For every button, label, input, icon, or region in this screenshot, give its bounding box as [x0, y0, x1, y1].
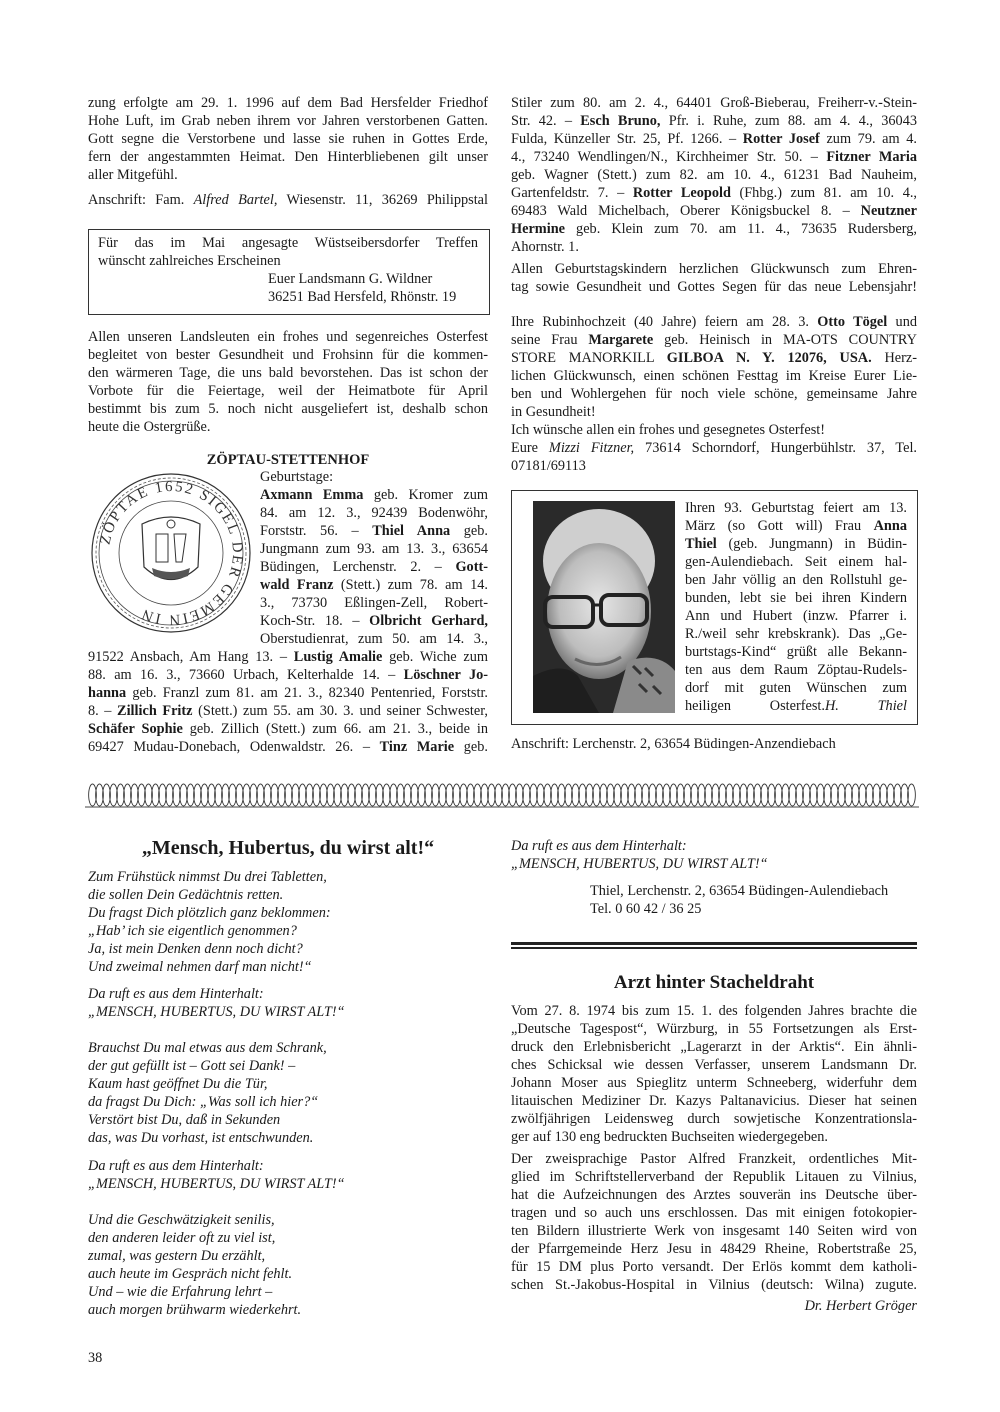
loop-ornament	[572, 784, 580, 806]
bold-name: Lustig Amalie	[293, 649, 383, 665]
text-line: 07181/69113	[511, 458, 586, 474]
text-line: Ja, ist mein Denken denn noch dicht?	[88, 941, 303, 957]
italic-text: Mizzi Fitzner,	[548, 440, 635, 456]
text-line: hat die Aufzeichnungen des Arztes souverän ins Deutsche über-	[511, 1187, 917, 1203]
text-line: schen St.-Jakobus-Hospital in Vilnius (deutsch: Wilna) zugute.	[511, 1277, 917, 1293]
loop-ornament	[901, 784, 909, 806]
article-paragraph-1	[511, 1002, 917, 1146]
text-line: 84. am 12. 3., 92439 Bodenwöhr,	[260, 505, 488, 521]
text-line: burtstags-Kind“ grüßt alle Bekann-	[685, 644, 907, 660]
text-line: zwölfjährigen Leidensweg durch sowjetische Konzentrationsla-	[511, 1111, 917, 1127]
seal-lettering: ZÖPTAE 1652 SIGEL DER GEMEIN IN	[97, 478, 246, 628]
loop-ornament	[502, 784, 510, 806]
text-line: zung erfolgte am 29. 1. 1996 auf dem Bad Hersfelder Friedhof	[88, 95, 488, 111]
loop-ornament	[670, 784, 678, 806]
text-line: wünscht zahlreiches Erscheinen	[98, 253, 281, 269]
text-line: Schäfer Sophie geb. Zillich (Stett.) zum 66. am 21. 3., beide in	[88, 721, 488, 737]
text-line: Und die Geschwätzigkeit senilis,	[88, 1212, 275, 1228]
loop-ornament	[845, 784, 853, 806]
loop-ornament	[796, 784, 804, 806]
loop-ornament	[159, 784, 167, 806]
loop-ornament	[152, 784, 160, 806]
text-line: R./weil sehr krebskrank). Das „Ge-	[685, 626, 907, 642]
text-line: 8. – Zillich Fritz (Stett.) zum 55. am 30. 3. und seiner Schwester,	[88, 703, 488, 719]
photo-address	[511, 735, 917, 753]
loop-ornament	[593, 784, 601, 806]
loop-ornament	[887, 784, 895, 806]
loop-ornament	[656, 784, 664, 806]
text-line: glied im Schriftstellerverband der Republik Litauen zu Vilnius,	[511, 1169, 917, 1185]
loop-ornament	[306, 784, 314, 806]
loop-ornament	[866, 784, 874, 806]
text-line: Johann Moser aus Spieglitz unterm Schneeberg, widerfuhr dem	[511, 1075, 917, 1091]
bold-name: Hermine	[511, 221, 565, 237]
loop-ornament	[691, 784, 699, 806]
bold-name: Olbricht Gerhard,	[369, 613, 488, 629]
loop-ornament	[201, 784, 209, 806]
loop-ornament	[236, 784, 244, 806]
text-line: den wärmeren Tage, die uns bald bevorstehen. Das ist schon der	[88, 365, 488, 381]
loop-ornament	[481, 784, 489, 806]
bold-name: Tinz Marie	[379, 739, 455, 755]
text-line: Gott segne die Verstorbene und lasse sie ruhen in Gottes Erde,	[88, 131, 488, 147]
text-line: der Pfarrgemeinde Herz Jesu in 48429 Rheine, Robertstraße 25,	[511, 1241, 917, 1257]
text-line: Ihren 93. Geburtstag feiert am 13.	[685, 500, 907, 516]
loop-ornament	[530, 784, 538, 806]
text-line: Ann und Hubert (inzw. Pfarrer i.	[685, 608, 907, 624]
easter-wish	[511, 421, 917, 439]
bold-name: Axmann Emma	[260, 487, 364, 503]
loop-ornament	[257, 784, 265, 806]
text-line: zumal, was gestern Du erzählt,	[88, 1248, 266, 1264]
loop-ornament	[110, 784, 118, 806]
bold-name: Thiel	[685, 536, 717, 552]
loop-ornament	[341, 784, 349, 806]
loop-ornament	[628, 784, 636, 806]
text-line: Du fragst Dich plötzlich ganz beklommen:	[88, 905, 331, 921]
loop-ornament	[607, 784, 615, 806]
loop-ornament	[187, 784, 195, 806]
text-line: Stiler zum 80. am 2. 4., 64401 Groß-Bieberau, Freiherr-v.-Stein-	[511, 95, 917, 111]
birthday-list	[88, 648, 488, 756]
poem-refrain-2	[88, 1157, 488, 1193]
text-line: 4., 73240 Wendlingen/N., Kirchheimer Str. 50. – Fitzner Maria	[511, 149, 917, 165]
text-line: Forststr. 56. – Thiel Anna geb.	[260, 523, 488, 539]
bold-name: Otto Tögel	[817, 314, 888, 330]
loop-ornament	[880, 784, 888, 806]
loop-ornament	[698, 784, 706, 806]
loop-ornament	[96, 784, 104, 806]
text-line: Ihre Rubinhochzeit (40 Jahre) feiern am 28. 3. Otto Tögel und	[511, 314, 917, 330]
page-number: 38	[88, 1350, 103, 1366]
text-line: Thiel, Lerchenstr. 2, 63654 Büdingen-Aulendiebach	[590, 883, 889, 899]
text-line: tragen und so auch uns erschlossen. Das mit einigen fotokopier-	[511, 1205, 917, 1221]
loop-ornament	[544, 784, 552, 806]
ruby-wedding-paragraph	[511, 313, 917, 421]
text-line: „Hab’ ich sie eigentlich genommen?	[88, 923, 297, 939]
text-line: wald Franz (Stett.) zum 78. am 14.	[260, 577, 488, 593]
text-line: 3., 73730 Eßlingen-Zell, Robert-	[260, 595, 488, 611]
loop-ornament	[908, 784, 916, 806]
loop-ornament	[145, 784, 153, 806]
loop-ornament	[222, 784, 230, 806]
text-line: 91522 Ansbach, Am Hang 13. – Lustig Amalie geb. Wiche zum	[88, 649, 488, 665]
loop-ornament	[684, 784, 692, 806]
text-line: auch morgen brühwarm wiederkehrt.	[88, 1302, 302, 1318]
bold-name: Löschner Jo-	[403, 667, 488, 683]
loop-ornament	[789, 784, 797, 806]
loop-ornament	[397, 784, 405, 806]
loop-ornament	[677, 784, 685, 806]
notice-box	[88, 229, 490, 315]
loop-ornament	[299, 784, 307, 806]
loop-ornament	[516, 784, 524, 806]
loop-ornament	[565, 784, 573, 806]
loop-ornament	[376, 784, 384, 806]
bold-name: GILBOA N. Y. 12076, USA.	[666, 350, 872, 366]
loop-ornament	[726, 784, 734, 806]
poem-refrain-3	[511, 837, 917, 873]
notice-signature	[268, 270, 483, 306]
loop-ornament	[586, 784, 594, 806]
loop-ornament	[194, 784, 202, 806]
loop-ornament	[327, 784, 335, 806]
loop-ornament	[600, 784, 608, 806]
loop-ornament	[173, 784, 181, 806]
bold-name: Gott-	[455, 559, 488, 575]
loop-ornament	[824, 784, 832, 806]
loop-ornament	[733, 784, 741, 806]
text-line: März (so Gott will) Frau Anna	[685, 518, 907, 534]
text-line: lichen Glückwunsch, einen schönen Festtag im Kreise Eurer Lie-	[511, 368, 917, 384]
text-line: Ich wünsche allen ein frohes und gesegnetes Osterfest!	[511, 422, 826, 438]
loop-ornament	[89, 784, 97, 806]
loop-ornament	[390, 784, 398, 806]
text-line: ches Schicksal wie dessen Verfasser, unserem Landsmann Dr.	[511, 1057, 917, 1073]
text-line: aller Mitgefühl.	[88, 167, 178, 183]
birthday-photo-caption	[685, 499, 907, 715]
loop-ornament	[180, 784, 188, 806]
text-line: 69427 Mudau-Donebach, Odenwaldstr. 26. – Tinz Marie geb.	[88, 739, 488, 755]
bold-name: Rotter Josef	[742, 131, 820, 147]
loop-ornament	[215, 784, 223, 806]
text-line: „Deutsche Tagespost“, Würzburg, in 55 Fortsetzungen als Erst-	[511, 1021, 917, 1037]
loop-ornament	[271, 784, 279, 806]
loop-ornament	[467, 784, 475, 806]
text-line: Zum Frühstück nimmst Du drei Tabletten,	[88, 869, 327, 885]
loop-ornament	[369, 784, 377, 806]
text-line: Brauchst Du mal etwas aus dem Schrank,	[88, 1040, 327, 1056]
text-line: Euer Landsmann G. Wildner	[268, 271, 433, 287]
loop-ornament	[285, 784, 293, 806]
portrait-photo	[533, 501, 675, 713]
loop-ornament-divider	[85, 781, 919, 811]
loop-ornament	[117, 784, 125, 806]
text-line: druck den Erlebnisbericht „Lagerarzt in der Arktis“. Ein ähnli-	[511, 1039, 917, 1055]
loop-ornament	[768, 784, 776, 806]
loop-ornament	[705, 784, 713, 806]
text-line: litauischen Mediziner Dr. Kazys Paltanavicius. Dieser hat seinen	[511, 1093, 917, 1109]
loop-ornament	[404, 784, 412, 806]
loop-ornament	[859, 784, 867, 806]
text-line: Da ruft es aus dem Hinterhalt:	[511, 838, 687, 854]
poem-refrain-1	[88, 985, 488, 1021]
text-line: den anderen leider oft zu viel ist,	[88, 1230, 276, 1246]
text-line: Vom 27. 8. 1974 bis zum 15. 1. des folgenden Jahres brachte die	[511, 1003, 917, 1019]
loop-ornament	[383, 784, 391, 806]
loop-ornament	[292, 784, 300, 806]
article-author: Dr. Herbert Gröger	[804, 1298, 917, 1314]
text-line: Der zweisprachige Pastor Alfred Franzkeit, ordentliches Mit-	[511, 1151, 917, 1167]
bold-name: Fitzner Maria	[826, 149, 917, 165]
italic-text: Alfred Bartel,	[193, 192, 278, 208]
text-line: 69483 Wald Michelbach, Oberer Königsbuckel 8. – Neutzner	[511, 203, 917, 219]
loop-ornament	[138, 784, 146, 806]
text-line: Verstört bist Du, daß in Sekunden	[88, 1112, 281, 1128]
text-line: Ahornstr. 1.	[511, 239, 579, 255]
text-line: Und zweimal nehmen darf man nicht!“	[88, 959, 312, 975]
loop-ornament	[432, 784, 440, 806]
loop-ornament	[782, 784, 790, 806]
text-line: dorf mit guten Wünschen zum	[685, 680, 907, 696]
loop-ornament	[894, 784, 902, 806]
loop-ornament	[747, 784, 755, 806]
bold-name: Margarete	[588, 332, 654, 348]
text-line: gen-Aulendiebach. Seit einem hal-	[685, 554, 907, 570]
loop-ornament	[810, 784, 818, 806]
easter-greeting-paragraph	[88, 328, 488, 436]
text-line: in Gesundheit!	[511, 404, 596, 420]
poem-title: „Mensch, Hubertus, du wirst alt!“	[141, 837, 435, 859]
loop-ornament	[229, 784, 237, 806]
bold-name: hanna	[88, 685, 127, 701]
loop-ornament	[355, 784, 363, 806]
loop-ornament	[348, 784, 356, 806]
loop-ornament	[334, 784, 342, 806]
text-line: Geburtstage:	[260, 469, 334, 485]
text-line: Str. 42. – Esch Bruno, Pfr. i. Ruhe, zum 88. am 4. 4., 36043	[511, 113, 917, 129]
loop-ornament	[131, 784, 139, 806]
text-line: ten aus dem Raum Zöptau-Rudels-	[685, 662, 907, 678]
bold-name: Zillich Fritz	[117, 703, 193, 719]
loop-ornament	[439, 784, 447, 806]
text-line: Hermine geb. Klein zum 70. am 11. 4., 73635 Rudersberg,	[511, 221, 917, 237]
section-heading: ZÖPTAU-STETTENHOF	[206, 452, 370, 468]
text-line: ten Bildern illustrierte Werk von insgesamt 140 Seiten wird von	[511, 1223, 917, 1239]
text-line: Axmann Emma geb. Kromer zum	[260, 487, 488, 503]
text-line: bestimmt bis zum 5. noch nicht ausgeliefert ist, deshalb schon	[88, 401, 488, 417]
text-line: Da ruft es aus dem Hinterhalt:	[88, 1158, 264, 1174]
bold-name: Thiel Anna	[372, 523, 451, 539]
poem-stanza-1	[88, 868, 488, 976]
loop-ornament	[740, 784, 748, 806]
bold-name: Anna	[873, 518, 907, 534]
loop-ornament	[208, 784, 216, 806]
text-line: Allen Geburtstagskindern herzlichen Glückwunsch zum Ehren-	[511, 261, 917, 277]
loop-ornament	[614, 784, 622, 806]
notice-text	[98, 234, 478, 270]
birthday-wishes	[511, 260, 917, 296]
loop-ornament	[103, 784, 111, 806]
text-line: Oberstudienrat, zum 50. am 14. 3.,	[260, 631, 488, 647]
text-line: „MENSCH, HUBERTUS, DU WIRST ALT!“	[88, 1004, 345, 1020]
text-line: 88. am 16. 3., 73660 Urbach, Kelterhalde 14. – Löschner Jo-	[88, 667, 488, 683]
loop-ornament	[642, 784, 650, 806]
loop-ornament	[817, 784, 825, 806]
text-line: ben Jahr völlig an den Rollstuhl ge-	[685, 572, 907, 588]
text-line: Kaum hast geöffnet Du die Tür,	[88, 1076, 268, 1092]
loop-ornament	[551, 784, 559, 806]
loop-ornament	[446, 784, 454, 806]
bold-name: wald Franz	[260, 577, 334, 593]
loop-ornament	[453, 784, 461, 806]
text-line: „MENSCH, HUBERTUS, DU WIRST ALT!“	[88, 1176, 345, 1192]
text-line: Büdingen, Lerchenstr. 2. – Gott-	[260, 559, 488, 575]
bold-name: Esch Bruno,	[580, 113, 661, 129]
loop-ornament	[635, 784, 643, 806]
text-line: für 15 DM plus Porto versandt. Der Erlös kommt dem katholi-	[511, 1259, 917, 1275]
text-line: ger auf 130 eng bedruckten Buchseiten wiedergegeben.	[511, 1129, 828, 1145]
loop-ornament	[495, 784, 503, 806]
text-line: Koch-Str. 18. – Olbricht Gerhard,	[260, 613, 488, 629]
italic-text: H. Thiel	[824, 698, 907, 714]
loop-ornament	[537, 784, 545, 806]
text-line: Allen unseren Landsleuten ein frohes und segenreiches Osterfest	[88, 329, 488, 345]
text-line: heiligen Osterfest.H. Thiel	[685, 698, 907, 714]
text-line: Tel. 0 60 42 / 36 25	[590, 901, 702, 917]
text-line: ben und Wohlergehen für noch viele schöne, gemeinsame Jahre	[511, 386, 917, 402]
text-line: begleitet von bester Gesundheit und Frohsinn für die kommen-	[88, 347, 488, 363]
loop-ornament	[264, 784, 272, 806]
article-title: Arzt hinter Stacheldraht	[613, 972, 815, 993]
text-line: bunden, lebt sie bei ihren Kindern	[685, 590, 907, 606]
article-paragraph-2	[511, 1150, 917, 1294]
loop-ornament	[558, 784, 566, 806]
text-line: die sollen Dein Gedächtnis retten.	[88, 887, 284, 903]
text-line: STORE MANORKILL GILBOA N. Y. 12076, USA. Herz-	[511, 350, 917, 366]
loop-ornament	[803, 784, 811, 806]
loop-ornament	[509, 784, 517, 806]
double-rule-top	[511, 942, 917, 945]
loop-ornament	[649, 784, 657, 806]
text-line: Für das im Mai angesagte Wüstseibersdorfer Treffen	[98, 235, 478, 251]
sender-line	[511, 439, 917, 475]
double-rule-bottom	[511, 947, 917, 949]
text-line: Fulda, Künzeller Str. 25, Pf. 1266. – Rotter Josef zum 79. am 4.	[511, 131, 917, 147]
text-line: seine Frau Margarete geb. Heinisch in MA-OTS COUNTRY	[511, 332, 917, 348]
text-line: „MENSCH, HUBERTUS, DU WIRST ALT!“	[511, 856, 768, 872]
text-line: geb. Wagner (Stett.) zum 82. am 10. 4., 61231 Bad Nauheim,	[511, 167, 917, 183]
text-line: da fragst Du Dich: „Was soll ich hier?“	[88, 1094, 319, 1110]
loop-ornament	[873, 784, 881, 806]
loop-ornament	[313, 784, 321, 806]
birthday-list-beside-seal	[260, 468, 488, 648]
text-line: fern der angestammten Heimat. Den Hinterbliebenen gilt unser	[88, 149, 488, 165]
loop-ornament	[719, 784, 727, 806]
poem-stanza-2	[88, 1039, 488, 1147]
text-line: hanna geb. Franzl zum 81. am 21. 3., 82340 Pentenried, Forststr.	[88, 685, 488, 701]
loop-ornament	[754, 784, 762, 806]
text-line: Anschrift: Lerchenstr. 2, 63654 Büdingen-Anzendiebach	[511, 736, 836, 752]
loop-ornament	[250, 784, 258, 806]
text-line: 36251 Bad Hersfeld, Rhönstr. 19	[268, 289, 457, 305]
bold-name: Neutzner	[860, 203, 917, 219]
birthday-list-continued	[511, 94, 917, 256]
text-line: Eure Mizzi Fitzner, 73614 Schorndorf, Hungerbühlstr. 37, Tel.	[511, 440, 917, 456]
text-line: Gartenfeldstr. 7. – Rotter Leopold (Fhbg.) zum 81. am 10. 4.,	[511, 185, 917, 201]
loop-ornament	[460, 784, 468, 806]
poem-author-address	[590, 882, 917, 918]
poem-stanza-3	[88, 1211, 488, 1319]
loop-ornament	[621, 784, 629, 806]
loop-ornament	[243, 784, 251, 806]
loop-ornament	[166, 784, 174, 806]
loop-ornament	[418, 784, 426, 806]
obituary-address	[88, 191, 488, 209]
municipal-seal-image	[90, 472, 252, 634]
loop-ornament	[523, 784, 531, 806]
bold-name: Rotter Leopold	[632, 185, 731, 201]
text-line: Hohe Luft, im Grab neben ihrem vor Jahren verstorbenen Gatten.	[88, 113, 488, 129]
text-line: heute die Ostergrüße.	[88, 419, 211, 435]
text-line: auch heute im Gespräch nicht fehlt.	[88, 1266, 293, 1282]
loop-ornament	[278, 784, 286, 806]
text-line: der gut gefüllt ist – Gott sei Dank! –	[88, 1058, 296, 1074]
loop-ornament	[712, 784, 720, 806]
loop-ornament	[831, 784, 839, 806]
loop-ornament	[124, 784, 132, 806]
text-line: Vorbote für die Feiertage, weil der Heimatbote für April	[88, 383, 488, 399]
loop-ornament	[425, 784, 433, 806]
loop-ornament	[663, 784, 671, 806]
text-line: Da ruft es aus dem Hinterhalt:	[88, 986, 264, 1002]
loop-ornament	[362, 784, 370, 806]
loop-ornament	[320, 784, 328, 806]
text-line: Thiel (geb. Jungmann) in Büdin-	[685, 536, 907, 552]
text-line: Und – wie die Erfahrung lehrt –	[88, 1284, 273, 1300]
loop-ornament	[838, 784, 846, 806]
text-line: tag sowie Gesundheit und Gottes Segen für das neue Lebensjahr!	[511, 279, 917, 295]
obituary-end-paragraph	[88, 94, 488, 184]
loop-ornament	[474, 784, 482, 806]
loop-ornament	[411, 784, 419, 806]
loop-ornament	[488, 784, 496, 806]
bold-name: Schäfer Sophie	[88, 721, 183, 737]
text-line: Anschrift: Fam. Alfred Bartel, Wiesenstr. 11, 36269 Philippstal	[88, 192, 488, 208]
loop-ornament	[775, 784, 783, 806]
loop-ornament	[852, 784, 860, 806]
text-line: das, was Du vorhast, ist entschwunden.	[88, 1130, 314, 1146]
birthday-photo-box	[511, 490, 918, 725]
loop-ornament	[761, 784, 769, 806]
text-line: Jungmann zum 93. am 13. 3., 63654	[260, 541, 488, 557]
loop-ornament	[579, 784, 587, 806]
